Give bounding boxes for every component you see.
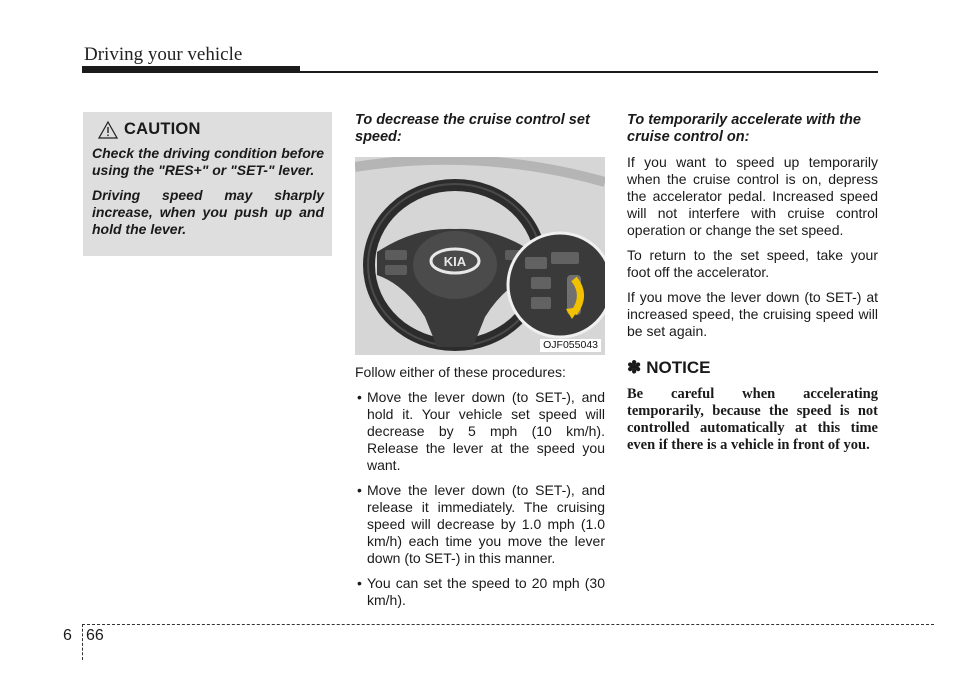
footer-rule [82,624,934,625]
steering-wheel-illustration [355,157,605,355]
warning-triangle-icon [98,121,118,139]
caution-paragraph: Driving speed may sharply increase, when you push up and hold the lever. [92,187,324,237]
list-item: • You can set the speed to 20 mph (30 km/h). [355,575,605,609]
caution-title: CAUTION [124,120,201,138]
decrease-heading: To decrease the cruise control set speed: [355,112,590,145]
decrease-intro: Follow either of these procedures: [355,364,566,380]
accelerate-paragraph: If you move the lever down (to SET-) at increased speed, the cruising speed will be set again. [627,289,878,339]
accelerate-paragraph: To return to the set speed, take your foot off the accelerator. [627,247,878,280]
caution-box [83,112,332,256]
notice-text: Be careful when accelerating temporarily, because the speed is not controlled automatically at this time even if there is a vehicle in front of you. [627,386,878,453]
caution-heading [98,120,324,139]
svg-text:KIA: KIA [443,254,467,269]
footer-divider [82,624,83,660]
list-item: • Move the lever down (to SET-), and release it immediately. The cruising speed will decrease by 1.0 mph (1.0 km/h) each time you move the lever down (to SET-) in this manner. [355,482,605,567]
accelerate-body [627,154,878,340]
notice-heading [627,358,878,378]
decrease-section [355,112,605,146]
chapter-number: 6 [63,627,72,644]
header-bar [82,66,300,73]
list-item: • Move the lever down (to SET-), and hold it. Your vehicle set speed will decrease by 5 mph (10 km/h). Release the lever at the speed you want. [355,389,605,474]
page-header-title: Driving your vehicle [84,44,243,65]
accelerate-section [627,112,878,462]
page-number: 66 [86,627,104,644]
accelerate-paragraph: If you want to speed up temporarily when the cruise control is on, depress the accelerator pedal. Increased speed will not interfere with cruise control operation or change the set speed. [627,154,878,238]
decrease-bullet-list [355,389,605,609]
figure-label: OJF055043 [540,339,601,352]
caution-paragraph: Check the driving condition before using the "RES+" or "SET-" lever. [92,145,324,178]
decrease-body [355,364,605,617]
notice-title: NOTICE [646,358,711,377]
notice-star-icon: ✽ [627,358,642,377]
accelerate-heading: To temporarily accelerate with the cruise control on: [627,112,861,145]
steering-wheel-figure [355,157,605,355]
header-rule [300,71,878,73]
